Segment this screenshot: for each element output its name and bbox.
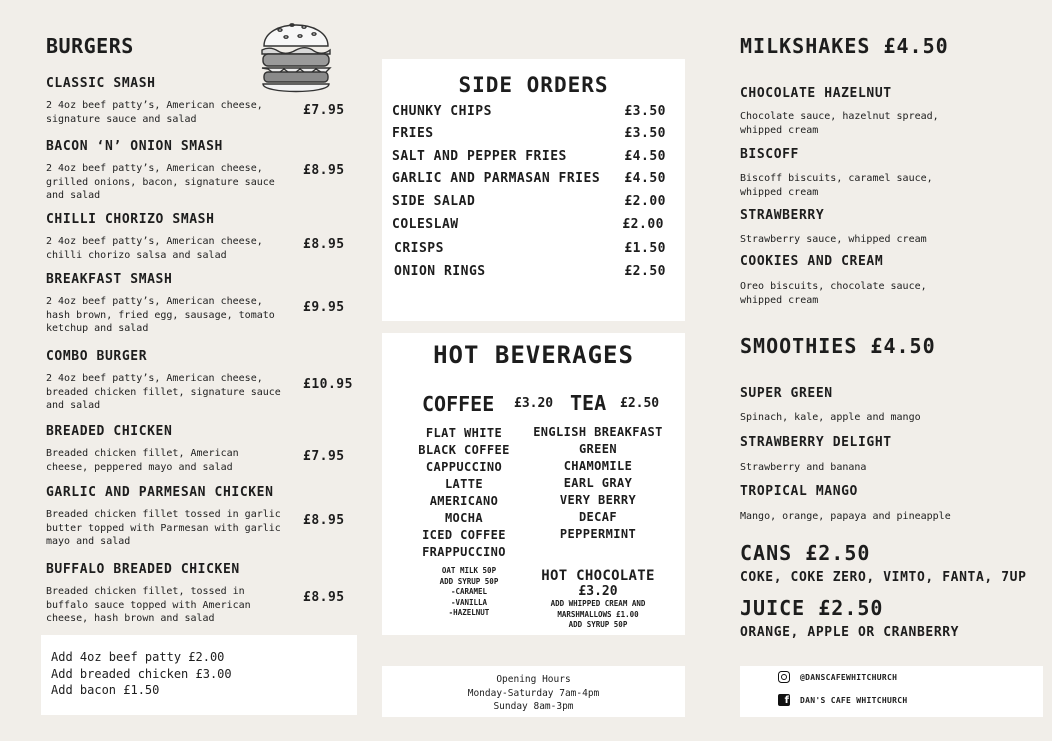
tea-item: PEPPERMINT (559, 527, 637, 541)
tea-item: ENGLISH BREAKFAST (533, 425, 663, 439)
opening-hours-sunday: Sunday 8am-3pm (493, 701, 574, 712)
hot-beverages-heading: HOT BEVERAGES (433, 341, 634, 369)
side-orders-panel (382, 59, 685, 321)
item-description: 2 4oz beef patty’s, American cheese, breaded chicken fillet, signature sauce and salad (46, 373, 281, 411)
milkshake-description: Strawberry sauce, whipped cream (740, 234, 927, 245)
side-item (392, 126, 666, 141)
item-name: COMBO BURGER (46, 349, 148, 364)
social-media-box (740, 666, 1043, 717)
side-price: £3.50 (624, 104, 666, 119)
side-price: £2.50 (624, 264, 666, 279)
milkshakes-heading: MILKSHAKES £4.50 (740, 34, 949, 58)
addon-note: -HAZELNUT (448, 608, 490, 617)
side-item (392, 171, 666, 186)
coffee-item: LATTE (444, 477, 484, 491)
menu-item-breakfast-smash (46, 272, 366, 336)
side-name: GARLIC AND PARMASAN FRIES (392, 171, 601, 186)
item-description: Breaded chicken fillet tossed in garlic butter topped with Parmesan with garlic mayo and salad (46, 509, 281, 547)
item-description: Breaded chicken fillet, tossed in buffalo sauce topped with American cheese, hash brown and salad (46, 586, 251, 624)
tea-item: EARL GRAY (563, 476, 633, 490)
side-price: £2.00 (624, 194, 666, 209)
facebook-link[interactable] (778, 694, 907, 706)
item-price: £9.95 (303, 300, 345, 315)
facebook-icon: f (778, 694, 790, 706)
tea-heading: TEA (570, 391, 607, 415)
coffee-heading: COFFEE (422, 392, 495, 416)
item-name: CLASSIC SMASH (46, 76, 156, 91)
coffee-item: BLACK COFFEE (418, 443, 510, 457)
side-name: ONION RINGS (394, 264, 486, 279)
side-price: £4.50 (624, 149, 666, 164)
addon-note: ADD SYRUP 50P (568, 620, 628, 629)
coffee-item: FLAT WHITE (425, 426, 503, 440)
extra-item: Add 4oz beef patty £2.00 (51, 650, 225, 664)
side-name: COLESLAW (392, 217, 459, 232)
item-name: CHILLI CHORIZO SMASH (46, 212, 215, 227)
side-item (394, 264, 666, 279)
milkshake-name: CHOCOLATE HAZELNUT (740, 86, 892, 101)
addon-note: OAT MILK 50P (441, 566, 497, 575)
side-price: £2.00 (622, 217, 664, 232)
coffee-list (414, 425, 514, 561)
side-name: FRIES (392, 126, 434, 141)
addon-note: MARSHMALLOWS £1.00 (557, 609, 639, 619)
instagram-icon (778, 671, 790, 683)
side-name: SIDE SALAD (392, 194, 476, 209)
coffee-item: AMERICANO (429, 494, 499, 508)
item-description: 2 4oz beef patty’s, American cheese, signature sauce and salad (46, 100, 263, 125)
menu-item-bacon-onion-smash (46, 139, 366, 203)
side-name: CRISPS (394, 241, 444, 256)
item-name: GARLIC AND PARMESAN CHICKEN (46, 485, 274, 500)
item-description: 2 4oz beef patty’s, American cheese, hash brown, fried egg, sausage, tomato ketchup and salad (46, 296, 275, 334)
juice-heading: JUICE £2.50 (740, 596, 884, 620)
juice-list: ORANGE, APPLE OR CRANBERRY (740, 625, 960, 640)
item-description: 2 4oz beef patty’s, American cheese, chilli chorizo salsa and salad (46, 236, 263, 261)
tea-item: CHAMOMILE (563, 459, 633, 473)
side-orders-heading: SIDE ORDERS (458, 73, 609, 97)
side-price: £1.50 (624, 241, 666, 256)
coffee-price: £3.20 (514, 396, 554, 411)
smoothie-name: TROPICAL MANGO (740, 484, 858, 499)
item-price: £8.95 (303, 513, 345, 528)
milkshake-name: COOKIES AND CREAM (740, 254, 884, 269)
milkshake-description: Chocolate sauce, hazelnut spread, whipped cream (740, 111, 939, 136)
milkshake-description: Oreo biscuits, chocolate sauce, whipped cream (740, 281, 927, 306)
smoothies-heading: SMOOTHIES £4.50 (740, 334, 936, 358)
side-item (392, 194, 666, 209)
opening-hours-weekday: Monday-Saturday 7am-4pm (467, 687, 600, 699)
coffee-item: CAPPUCCINO (425, 460, 503, 474)
addon-note: -CARAMEL (450, 587, 488, 596)
side-item (394, 241, 666, 256)
milkshake-description: Biscoff biscuits, caramel sauce, whipped cream (740, 173, 933, 198)
hot-chocolate-price: £3.20 (578, 584, 618, 599)
side-name: SALT AND PEPPER FRIES (392, 149, 567, 164)
hot-chocolate-section (530, 568, 666, 631)
coffee-item: ICED COFFEE (422, 528, 506, 542)
tea-item: GREEN (578, 442, 618, 456)
facebook-page: DAN'S CAFE WHITCHURCH (800, 695, 908, 705)
item-name: BREAKFAST SMASH (46, 272, 173, 287)
item-description: Breaded chicken fillet, American cheese, peppered mayo and salad (46, 448, 239, 473)
coffee-item: FRAPPUCCINO (422, 545, 506, 559)
tea-item: VERY BERRY (559, 493, 637, 507)
side-price: £3.50 (624, 126, 666, 141)
addon-note: -VANILLA (450, 597, 488, 607)
side-name: CHUNKY CHIPS (392, 104, 492, 119)
menu-item-garlic-parmesan-chicken (46, 485, 366, 549)
opening-hours-box (382, 666, 685, 717)
side-price: £4.50 (624, 171, 666, 186)
smoothie-name: STRAWBERRY DELIGHT (740, 435, 892, 450)
menu-item-buffalo-breaded-chicken (46, 562, 366, 626)
coffee-addons (414, 566, 524, 619)
item-price: £7.95 (303, 103, 345, 118)
smoothie-name: SUPER GREEN (740, 386, 833, 401)
menu-item-classic-smash (46, 76, 366, 126)
burger-extras-box (41, 635, 357, 715)
item-price: £10.95 (303, 377, 353, 392)
smoothie-description: Strawberry and banana (740, 462, 867, 473)
coffee-item: MOCHA (444, 511, 484, 525)
tea-price: £2.50 (620, 396, 660, 411)
instagram-handle: @DANSCAFEWHITCHURCH (800, 672, 898, 682)
addon-note: ADD SYRUP 50P (439, 576, 499, 586)
item-name: BUFFALO BREADED CHICKEN (46, 562, 240, 577)
side-item (392, 217, 666, 232)
milkshake-name: BISCOFF (740, 147, 799, 162)
smoothie-description: Spinach, kale, apple and mango (740, 412, 921, 423)
smoothie-description: Mango, orange, papaya and pineapple (740, 511, 951, 522)
burgers-heading: BURGERS (46, 34, 134, 58)
item-name: BREADED CHICKEN (46, 424, 173, 439)
hot-beverages-panel (382, 333, 685, 635)
tea-item: DECAF (578, 510, 618, 524)
opening-hours-title: Opening Hours (496, 674, 571, 685)
addon-note: ADD WHIPPED CREAM AND (550, 599, 646, 608)
menu-item-chilli-chorizo-smash (46, 212, 366, 262)
tea-list (529, 424, 667, 543)
cans-heading: CANS £2.50 (740, 541, 871, 565)
item-price: £7.95 (303, 449, 345, 464)
side-item (392, 104, 666, 119)
cans-list: COKE, COKE ZERO, VIMTO, FANTA, 7UP (740, 570, 1027, 585)
hot-chocolate-heading: HOT CHOCOLATE (541, 568, 655, 584)
extra-item: Add breaded chicken £3.00 (51, 666, 232, 681)
milkshake-name: STRAWBERRY (740, 208, 825, 223)
menu-item-breaded-chicken (46, 424, 366, 474)
item-description: 2 4oz beef patty’s, American cheese, grilled onions, bacon, signature sauce and salad (46, 163, 275, 201)
item-price: £8.95 (303, 590, 345, 605)
extra-item: Add bacon £1.50 (51, 683, 160, 697)
item-price: £8.95 (303, 237, 345, 252)
menu-item-combo-burger (46, 349, 366, 413)
item-price: £8.95 (303, 163, 345, 178)
instagram-link[interactable] (778, 671, 897, 683)
side-item (392, 149, 666, 164)
item-name: BACON ‘N’ ONION SMASH (46, 139, 223, 154)
